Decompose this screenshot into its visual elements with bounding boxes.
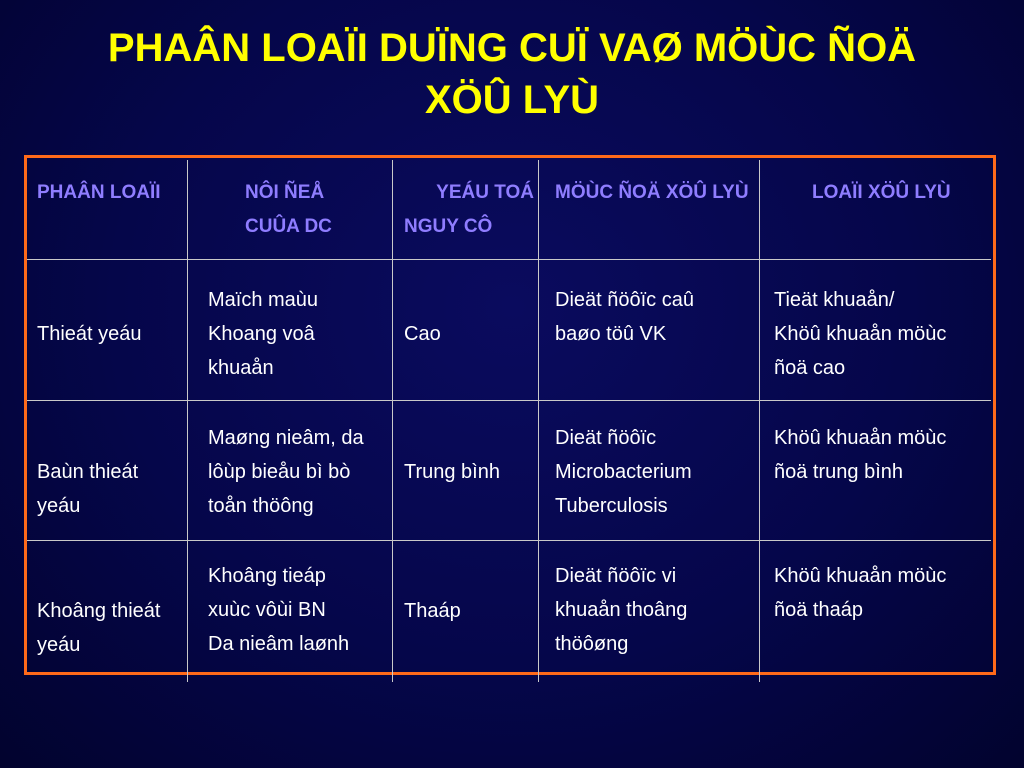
slide-title-line-2: XÖÛ LYÙ	[424, 78, 600, 122]
cell-line: Dieät ñöôïc	[555, 427, 657, 449]
cell-line: Tuberculosis	[555, 495, 668, 517]
column-divider	[538, 160, 539, 682]
cell-line: Khöû khuaån möùc	[774, 323, 947, 345]
cell-line: baøo töû VK	[555, 323, 667, 345]
header-line: MÖÙC ÑOÄ XÖÛ LYÙ	[555, 182, 749, 203]
slide-title-line-1: PHAÂN LOAÏI DUÏNG CUÏ VAØ MÖÙC ÑOÄ	[107, 26, 917, 70]
column-divider	[187, 160, 188, 682]
cell-line: Khöû khuaån möùc	[774, 565, 947, 587]
header-line: LOAÏI XÖÛ LYÙ	[812, 182, 951, 203]
row-divider	[27, 259, 991, 260]
header-processing-type	[812, 176, 951, 210]
cell-row3-location	[208, 559, 349, 661]
row-divider	[27, 540, 991, 541]
cell-row3-classification	[37, 594, 160, 662]
cell-line: Microbacterium	[555, 461, 692, 483]
cell-row2-level	[555, 421, 692, 523]
cell-row3-level	[555, 559, 687, 661]
cell-line: ñoä thaáp	[774, 599, 863, 621]
cell-line: xuùc vôùi BN	[208, 599, 326, 621]
header-line: NGUY CÔ	[404, 216, 493, 237]
header-risk-factor	[404, 176, 534, 244]
header-line: NÔI ÑEÅ	[245, 182, 325, 203]
cell-row1-location	[208, 283, 318, 385]
cell-line: yeáu	[37, 634, 81, 656]
cell-line: Da nieâm laønh	[208, 633, 350, 655]
cell-row2-location	[208, 421, 364, 523]
cell-line: Khöû khuaån möùc	[774, 427, 947, 449]
cell-line: thöôøng	[555, 633, 629, 655]
cell-line: Thaáp	[404, 600, 461, 622]
cell-row1-type	[774, 283, 946, 385]
cell-row3-type	[774, 559, 946, 627]
cell-line: Tieät khuaån/	[774, 289, 895, 311]
cell-row2-type	[774, 421, 946, 489]
cell-row1-risk	[404, 317, 441, 351]
slide-title	[0, 22, 1024, 126]
cell-row3-risk	[404, 594, 461, 628]
column-divider	[759, 160, 760, 682]
cell-row2-risk	[404, 455, 500, 489]
cell-line: Maïch maùu	[208, 289, 319, 311]
header-line: YEÁU TOÁ	[436, 182, 534, 203]
cell-line: ñoä trung bình	[774, 461, 903, 483]
header-device-location	[245, 176, 332, 244]
cell-line: Maøng nieâm, da	[208, 427, 364, 449]
cell-line: ñoä cao	[774, 357, 846, 379]
cell-line: Dieät ñöôïc caû	[555, 289, 694, 311]
cell-line: Khoâng tieáp	[208, 565, 326, 587]
header-line: PHAÂN LOAÏI	[37, 182, 161, 203]
column-divider	[392, 160, 393, 682]
row-divider	[27, 400, 991, 401]
cell-row1-classification	[37, 317, 142, 351]
header-processing-level	[555, 176, 749, 210]
header-line: CUÛA DC	[245, 216, 332, 237]
cell-line: lôùp bieåu bì bò	[208, 461, 351, 483]
cell-line: Khoâng thieát	[37, 600, 161, 622]
cell-line: Cao	[404, 323, 441, 345]
cell-line: toån thöông	[208, 495, 314, 517]
cell-line: Trung bình	[404, 461, 500, 483]
cell-row1-level	[555, 283, 694, 351]
cell-line: khuaån	[208, 357, 274, 379]
cell-line: Dieät ñöôïc vi	[555, 565, 677, 587]
header-classification	[37, 176, 161, 210]
cell-row2-classification	[37, 455, 138, 523]
cell-line: yeáu	[37, 495, 81, 517]
cell-line: Khoang voâ	[208, 323, 315, 345]
cell-line: Baùn thieát	[37, 461, 139, 483]
cell-line: khuaån thoâng	[555, 599, 688, 621]
cell-line: Thieát yeáu	[37, 323, 142, 345]
